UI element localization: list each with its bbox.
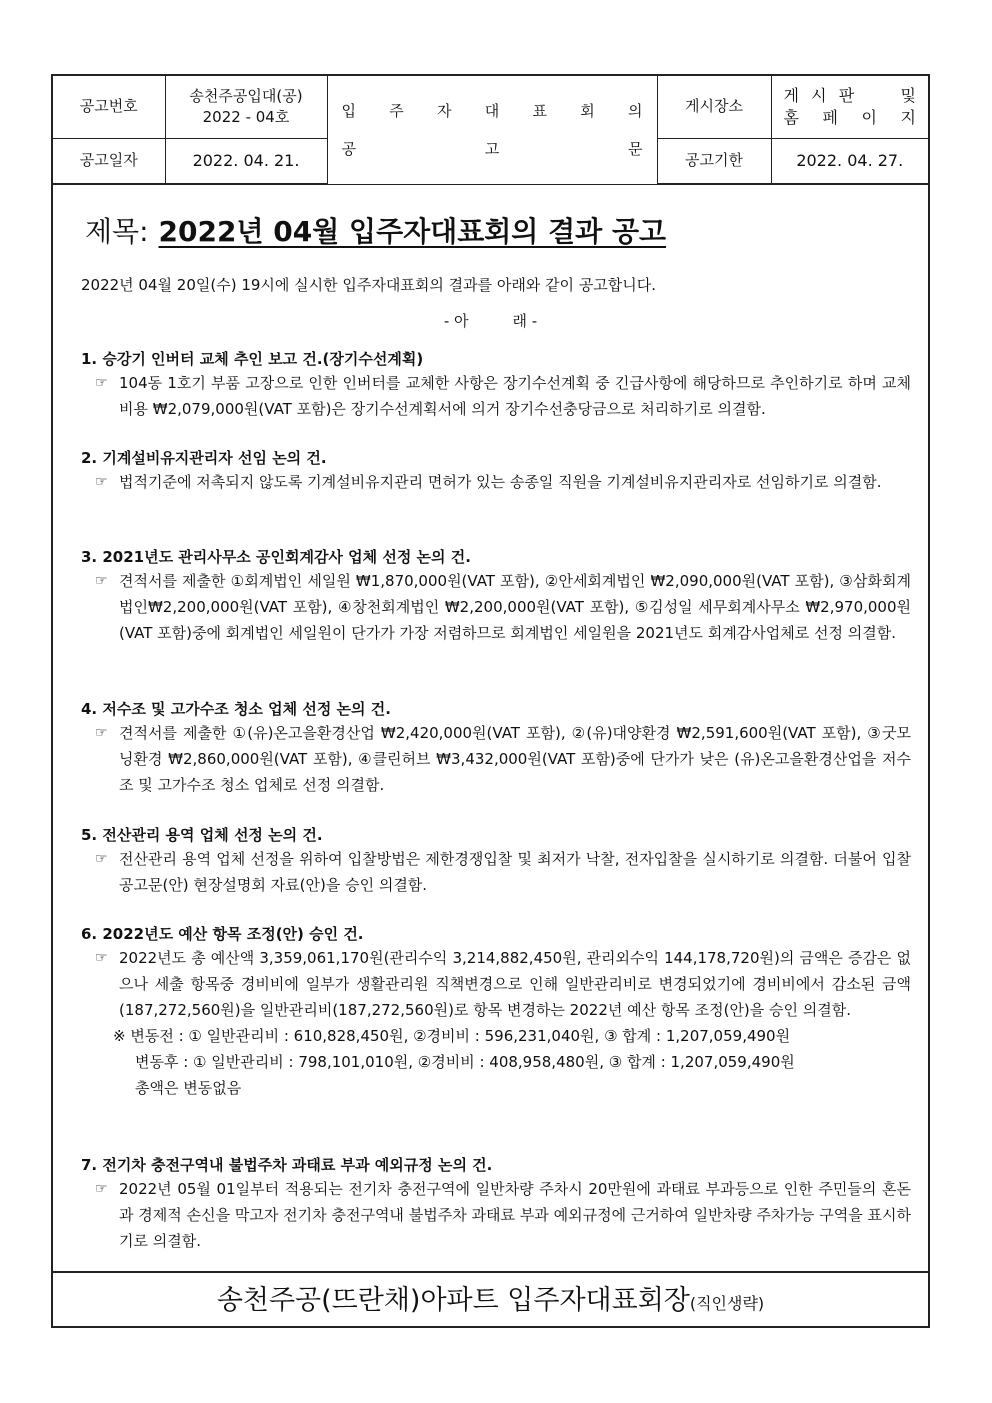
title-line-1: 입 주 자 대 표 회 의 [341,101,643,120]
notice-number-label: 공고번호 [53,76,165,138]
agenda-item-title: 7. 전기차 충전구역내 불법주차 과태료 부과 예외규정 논의 건. [81,1156,493,1174]
subject-heading [85,210,666,250]
agenda-item-6 [81,923,911,1101]
pointing-hand-icon: ☞ [95,474,108,490]
signature-footer [53,1271,928,1328]
arae-divider: - 아 래 - [443,312,538,330]
subject-label: 제목: [85,215,149,248]
agenda-item-7 [81,1154,911,1254]
notice-frame [51,74,930,1328]
deadline-date: 2022. 04. 27. [771,138,928,184]
notice-number: 송천주공입대(공) 2022 - 04호 [165,76,327,138]
budget-change-after: 변동후 : ① 일반관리비 : 798,101,010원, ②경비비 : 408,958,480원, ③ 합계 : 1,207,059,490원 [135,1053,795,1071]
agenda-item-body: 2022년도 총 예산액 3,359,061,170원(관리수익 3,214,882,450원, 관리외수익 144,178,720원)의 금액은 증감은 없으나 세출 항목중 경비비에 일부가 생활관리원 직책변경으로 인해 일반관리비로 변경되었기에 경비비에서 감소된 금액(187,272,560원)을 일반관리비(187,272,560원)로 항목 변경하는 2022년 예산 항목 조정(안)을 승인 의결함. [119,949,911,1019]
agenda-item-title: 2. 기계설비유지관리자 선임 논의 건. [81,449,327,467]
agenda-item-5 [81,824,911,898]
pointing-hand-icon: ☞ [95,950,108,966]
pointing-hand-icon: ☞ [95,725,108,741]
post-place-label: 게시장소 [657,76,771,138]
seal-omitted-note: (직인생략) [689,1294,765,1313]
agenda-item-body: 2022년 05월 01일부터 적용되는 전기차 충전구역에 일반차량 주차시 20만원에 과태료 부과등으로 인한 주민들의 혼돈과 경제적 손신을 막고자 전기차 충전구역내 불법주차 과태료 부과 예외규정에 근거하여 일반차량 주차가능 구역을 표시하기로 의결함. [119,1180,911,1250]
notice-header-table [53,76,928,185]
notice-date: 2022. 04. 21. [165,138,327,184]
agenda-item-title: 6. 2022년도 예산 항목 조정(안) 승인 건. [81,925,364,943]
intro-text: 2022년 04월 20일(수) 19시에 실시한 입주자대표회의 결과를 아래와 같이 공고합니다. [81,276,657,294]
post-place: 게 시 판 및 홈 페 이 지 [771,76,928,138]
agenda-item-3 [81,546,911,646]
agenda-item-title: 1. 승강기 인버터 교체 추인 보고 건.(장기수선계획) [81,350,424,368]
agenda-item-body: 견적서를 제출한 ①회계법인 세일원 ₩1,870,000원(VAT 포함), ②안세회계법인 ₩2,090,000원(VAT 포함), ③삼화회계법인₩2,200,000원(VAT 포함), ④창천회계법인 ₩2,200,000원(VAT 포함), ⑤김성일 세무회계사무소 ₩2,970,000원(VAT 포함)중에 회계법인 세일원이 단가가 가장 저렴하므로 회계법인 세일원을 2021년도 회계감사업체로 선정 의결함. [119,572,911,642]
agenda-item-body: 104동 1호기 부품 고장으로 인한 인버터를 교체한 사항은 장기수선계획 중 긴급사항에 해당하므로 추인하기로 하며 교체비용 ₩2,079,000원(VAT 포함)은 장기수선계획서에 의거 장기수선충당금으로 처리하기로 의결함. [119,374,911,418]
agenda-item-body: 전산관리 용역 업체 선정을 위하여 입찰방법은 제한경쟁입찰 및 최저가 낙찰, 전자입찰을 실시하기로 의결함. 더불어 입찰공고문(안) 현장설명회 자료(안)을 승인 의결함. [119,850,911,894]
pointing-hand-icon: ☞ [95,573,108,589]
agenda-item-2 [81,447,911,495]
agenda-item-body: 법적기준에 저촉되지 않도록 기계설비유지관리 면허가 있는 송종일 직원을 기계설비유지관리자로 선임하기로 의결함. [119,473,882,491]
budget-change-before: ※ 변동전 : ① 일반관리비 : 610,828,450원, ②경비비 : 596,231,040원, ③ 합계 : 1,207,059,490원 [113,1027,791,1045]
subject-text: 2022년 04월 입주자대표회의 결과 공고 [158,215,667,248]
agenda-item-1 [81,348,911,422]
budget-total-note: 총액은 변동없음 [135,1079,242,1097]
agenda-item-title: 4. 저수조 및 고가수조 청소 업체 선정 논의 건. [81,700,391,718]
title-line-2: 공 고 문 [341,139,643,158]
pointing-hand-icon: ☞ [95,1181,108,1197]
notice-date-label: 공고일자 [53,138,165,184]
agenda-item-title: 3. 2021년도 관리사무소 공인회계감사 업체 선정 논의 건. [81,548,471,566]
pointing-hand-icon: ☞ [95,851,108,867]
agenda-item-title: 5. 전산관리 용역 업체 선정 논의 건. [81,826,323,844]
agenda-item-4 [81,698,911,798]
document-title [327,76,657,184]
deadline-label: 공고기한 [657,138,771,184]
pointing-hand-icon: ☞ [95,375,108,391]
agenda-item-body: 견적서를 제출한 ①(유)온고을환경산업 ₩2,420,000원(VAT 포함), ②(유)대양환경 ₩2,591,600원(VAT 포함), ③굿모닝환경 ₩2,860,000원(VAT 포함), ④클린허브 ₩3,432,000원(VAT 포함)중에 단가가 낮은 (유)온고을환경산업을 저수조 및 고가수조 청소 업체로 선정 의결함. [119,724,911,794]
signatory-name: 송천주공(뜨란채)아파트 입주자대표회장 [216,1285,690,1316]
